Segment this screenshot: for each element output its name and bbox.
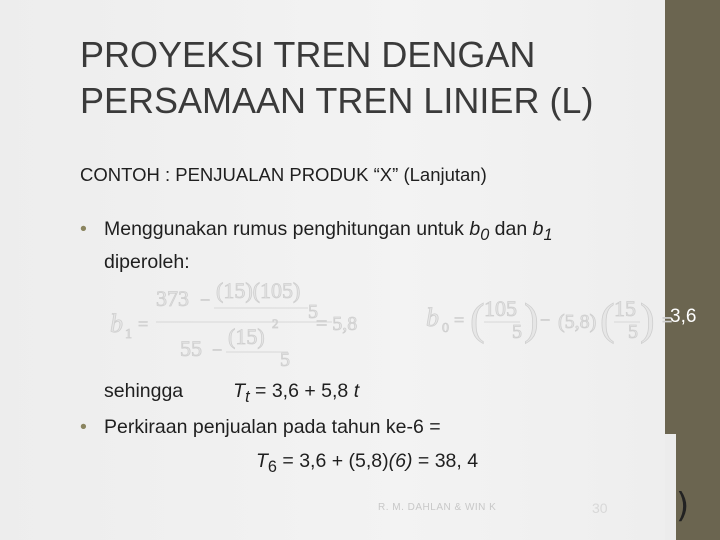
svg-text:=: =	[662, 310, 673, 330]
t6-line: $T_6 = 3,6 + (5,8)(6) = 38$, 4	[256, 450, 479, 476]
formula-b0	[426, 295, 672, 344]
svg-text:b: b	[110, 309, 123, 338]
svg-text:5: 5	[628, 321, 638, 343]
svg-text:2: 2	[272, 316, 279, 331]
svg-text:55: 55	[180, 336, 202, 361]
svg-text:(15): (15)	[228, 324, 265, 349]
svg-text:(: (	[600, 295, 615, 344]
svg-text:b: b	[426, 303, 439, 332]
svg-text:): )	[524, 295, 539, 344]
svg-text:5: 5	[280, 349, 290, 371]
svg-text:105: 105	[484, 296, 517, 321]
svg-text:=: =	[138, 314, 149, 334]
page-number: 30	[592, 500, 608, 516]
svg-text:373: 373	[156, 286, 189, 311]
formula-area	[100, 276, 700, 376]
faded-formulas	[100, 276, 700, 376]
svg-text:0: 0	[442, 321, 449, 336]
bullet-marker: •	[80, 218, 87, 240]
svg-text:= 5,8: = 5,8	[316, 313, 358, 335]
svg-text:=: =	[454, 310, 465, 330]
svg-text:15: 15	[614, 296, 636, 321]
projection-text: Perkiraan penjualan pada tahun ke-6 =	[104, 416, 441, 438]
svg-text:(: (	[470, 295, 485, 344]
bullet-formula-intro: • Menggunakan rumus penghitungan untuk $b_0$ dan $b_1$ diperoleh:	[80, 216, 553, 276]
svg-text:−: −	[540, 310, 551, 330]
intro-text: Menggunakan rumus penghitungan untuk	[104, 218, 470, 240]
svg-text:(5,8): (5,8)	[558, 311, 597, 333]
bullet-projection	[80, 414, 441, 441]
svg-text:−: −	[212, 340, 223, 360]
svg-text:1: 1	[125, 327, 132, 342]
b0-result: 3,6	[670, 306, 697, 327]
svg-text:(15)(105): (15)(105)	[216, 278, 301, 303]
intro-text-line2: diperoleh:	[104, 250, 190, 273]
bullet-marker: •	[80, 416, 87, 438]
slide-subtitle: CONTOH : PENJUALAN PRODUK “X” (Lanjutan)	[80, 164, 487, 185]
svg-text:): )	[640, 295, 655, 344]
sehingga-line: sehingga $T_t = 3,6 + 5,8$ t	[104, 380, 360, 406]
svg-text:5: 5	[512, 321, 522, 343]
formula-b1	[110, 278, 357, 371]
footer-author: R. M. DAHLAN & WIN K	[378, 502, 497, 513]
slide-title: PROYEKSI TREN DENGAN PERSAMAAN TREN LINIER (L)	[80, 34, 594, 121]
decorative-bracket: )	[676, 486, 690, 526]
svg-text:−: −	[200, 290, 211, 310]
svg-text:5: 5	[308, 301, 318, 323]
